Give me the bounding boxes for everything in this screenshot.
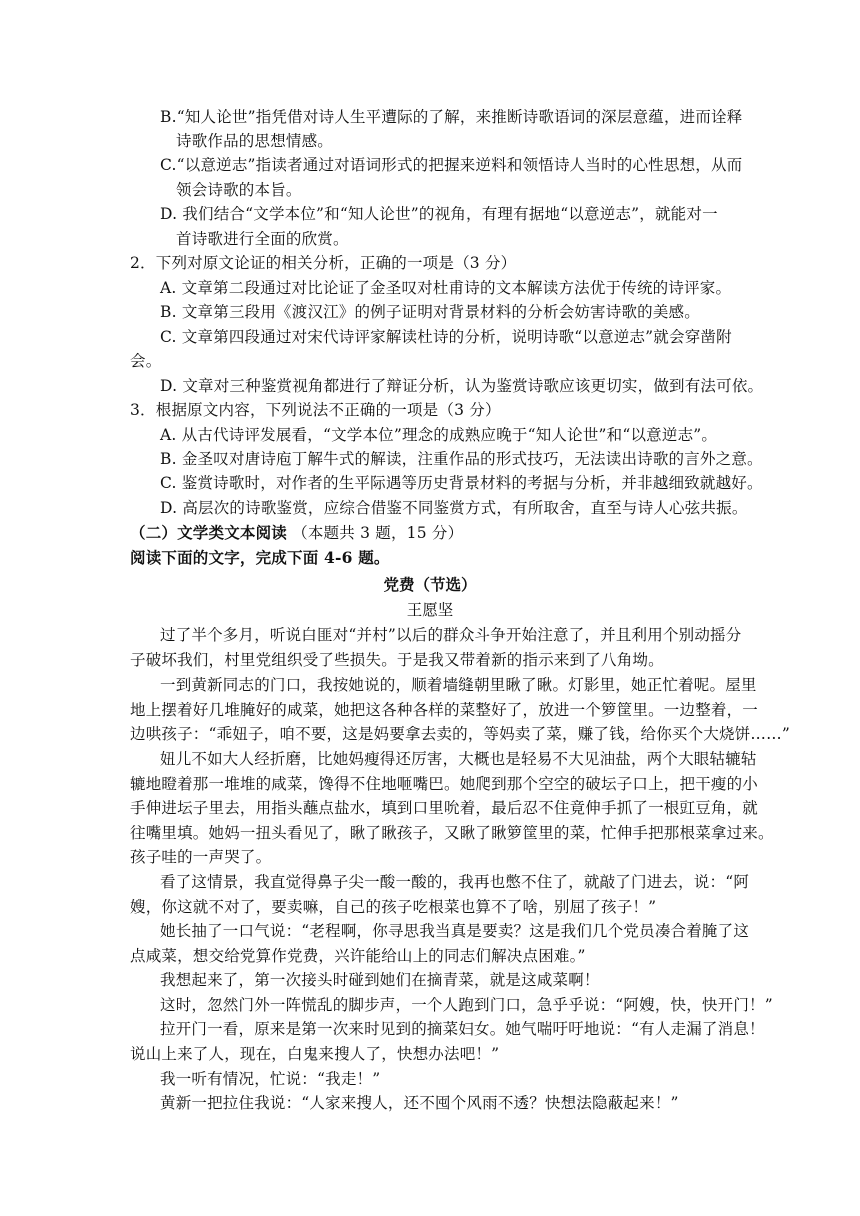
story-p4-line1: 看了这情景，我直觉得鼻子尖一酸一酸的，我再也憋不住了，就敲了门进去，说：“阿	[160, 873, 750, 891]
story-p5-line1: 她长抽了一口气说：“老程啊，你寻思我当真是要卖？这是我们几个党员凑合着腌了这	[160, 922, 750, 940]
story-p2-line3: 边哄孩子：“乖妞子，咱不要，这是妈要拿去卖的，等妈卖了菜，赚了钱，给你买个大烧饼……”	[130, 725, 790, 743]
q3-option-a: A. 从古代诗评发展看，“文学本位”理念的成熟应晚于“知人论世”和“以意逆志”。	[160, 426, 718, 444]
story-p8-line2: 说山上来了人，现在，白鬼来搜人了，快想办法吧！”	[130, 1045, 500, 1063]
story-p3-line1: 妞儿不如大人经折磨，比她妈瘦得还厉害，大概也是轻易不大见油盐，两个大眼轱辘轱	[160, 750, 757, 768]
q3-stem: 3．根据原文内容，下列说法不正确的一项是（3 分）	[130, 401, 501, 419]
q1-option-d-line2: 首诗歌进行全面的欣赏。	[176, 230, 349, 248]
story-p5-line2: 点咸菜，想交给党算作党费，兴许能给山上的同志们解决点困难。”	[130, 947, 586, 965]
story-p4-line2: 嫂，你这就不对了，要卖嘛，自己的孩子吃根菜也算不了啥，别屈了孩子！”	[130, 898, 657, 916]
story-p10: 黄新一把拉住我说：“人家来搜人，还不囤个风雨不透？快想法隐蔽起来！”	[160, 1094, 679, 1112]
story-p9: 我一听有情况，忙说：“我走！”	[160, 1070, 381, 1088]
q3-option-c: C. 鉴赏诗歌时，对作者的生平际遇等历史背景材料的考据与分析，并非越细致就越好。	[160, 474, 763, 492]
story-p7: 这时，忽然门外一阵慌乱的脚步声，一个人跑到门口，急乎乎说：“阿嫂，快，快开门！”	[160, 996, 773, 1014]
reading-instruction: 阅读下面的文字，完成下面 4-6 题。	[130, 548, 390, 567]
q1-option-c-line2: 领会诗歌的本旨。	[176, 181, 302, 199]
q1-option-b-line1: B.“知人论世”指凭借对诗人生平遭际的了解，来推断诗歌语词的深层意蕴，进而诠释	[160, 108, 743, 126]
q2-stem: 2．下列对原文论证的相关分析，正确的一项是（3 分）	[130, 254, 517, 272]
story-author: 王愿坚	[406, 601, 454, 619]
story-p3-line4: 往嘴里填。她妈一扭头看见了，瞅了瞅孩子，又瞅了瞅箩筐里的菜，忙伸手把那根菜拿过来。	[130, 824, 774, 842]
q2-option-c-line1: C. 文章第四段通过对宋代诗评家解读杜诗的分析，说明诗歌“以意逆志”就会穿凿附	[160, 328, 732, 346]
story-p6: 我想起来了，第一次接头时碰到她们在摘青菜，就是这咸菜啊！	[160, 971, 600, 989]
story-p1-line1: 过了半个多月，听说白匪对“并村”以后的群众斗争开始注意了，并且利用个别动摇分	[160, 626, 742, 644]
story-p3-line2: 辘地瞪着那一堆堆的咸菜，馋得不住地咂嘴巴。她爬到那个空空的破坛子口上，把干瘦的小	[130, 775, 759, 793]
q3-option-b: B. 金圣叹对唐诗庖丁解牛式的解读，注重作品的形式技巧，无法读出诗歌的言外之意。	[160, 450, 763, 468]
section-heading-row	[130, 523, 463, 543]
q1-option-d-line1: D. 我们结合“文学本位”和“知人论世”的视角，有理有据地“以意逆志”，就能对一	[160, 205, 718, 223]
q1-option-c-line1: C.“以意逆志”指读者通过对语词形式的把握来逆料和领悟诗人当时的心性思想，从而	[160, 156, 743, 174]
story-p3-line5: 孩子哇的一声哭了。	[130, 848, 272, 866]
q2-option-d: D. 文章对三种鉴赏视角都进行了辩证分析，认为鉴赏诗歌应该更切实，做到有法可依。	[160, 377, 764, 395]
story-title: 党费（节选）	[383, 575, 477, 594]
story-p3-line3: 手伸进坛子里去，用指头蘸点盐水，填到口里吮着，最后忍不住竟伸手抓了一根豇豆角，就	[130, 799, 759, 817]
q1-option-b-line2: 诗歌作品的思想情感。	[176, 132, 334, 150]
story-p2-line1: 一到黄新同志的门口，我按她说的，顺着墙缝朝里瞅了瞅。灯影里，她正忙着呢。屋里	[160, 676, 757, 694]
q2-option-b: B. 文章第三段用《渡汉江》的例子证明对背景材料的分析会妨害诗歌的美感。	[160, 303, 700, 321]
story-p2-line2: 地上摆着好几堆腌好的咸菜，她把这各种各样的菜整好了，放进一个箩筐里。一边整着，一	[130, 701, 759, 719]
story-p1-line2: 子破坏我们，村里党组织受了些损失。于是我又带着新的指示来到了八角坳。	[130, 651, 664, 669]
story-p8-line1: 拉开门一看，原来是第一次来时见到的摘菜妇女。她气喘吁吁地说：“有人走漏了消息！	[160, 1020, 765, 1038]
q2-option-c-line2: 会。	[130, 352, 162, 370]
section-heading: （二）文学类文本阅读	[130, 523, 288, 542]
q3-option-d: D. 高层次的诗歌鉴赏，应综合借鉴不同鉴赏方式，有所取舍，直至与诗人心弦共振。	[160, 499, 748, 517]
section-heading-note: （本题共 3 题，15 分）	[292, 524, 464, 542]
q2-option-a: A. 文章第二段通过对比论证了金圣叹对杜甫诗的文本解读方法优于传统的诗评家。	[160, 279, 732, 297]
